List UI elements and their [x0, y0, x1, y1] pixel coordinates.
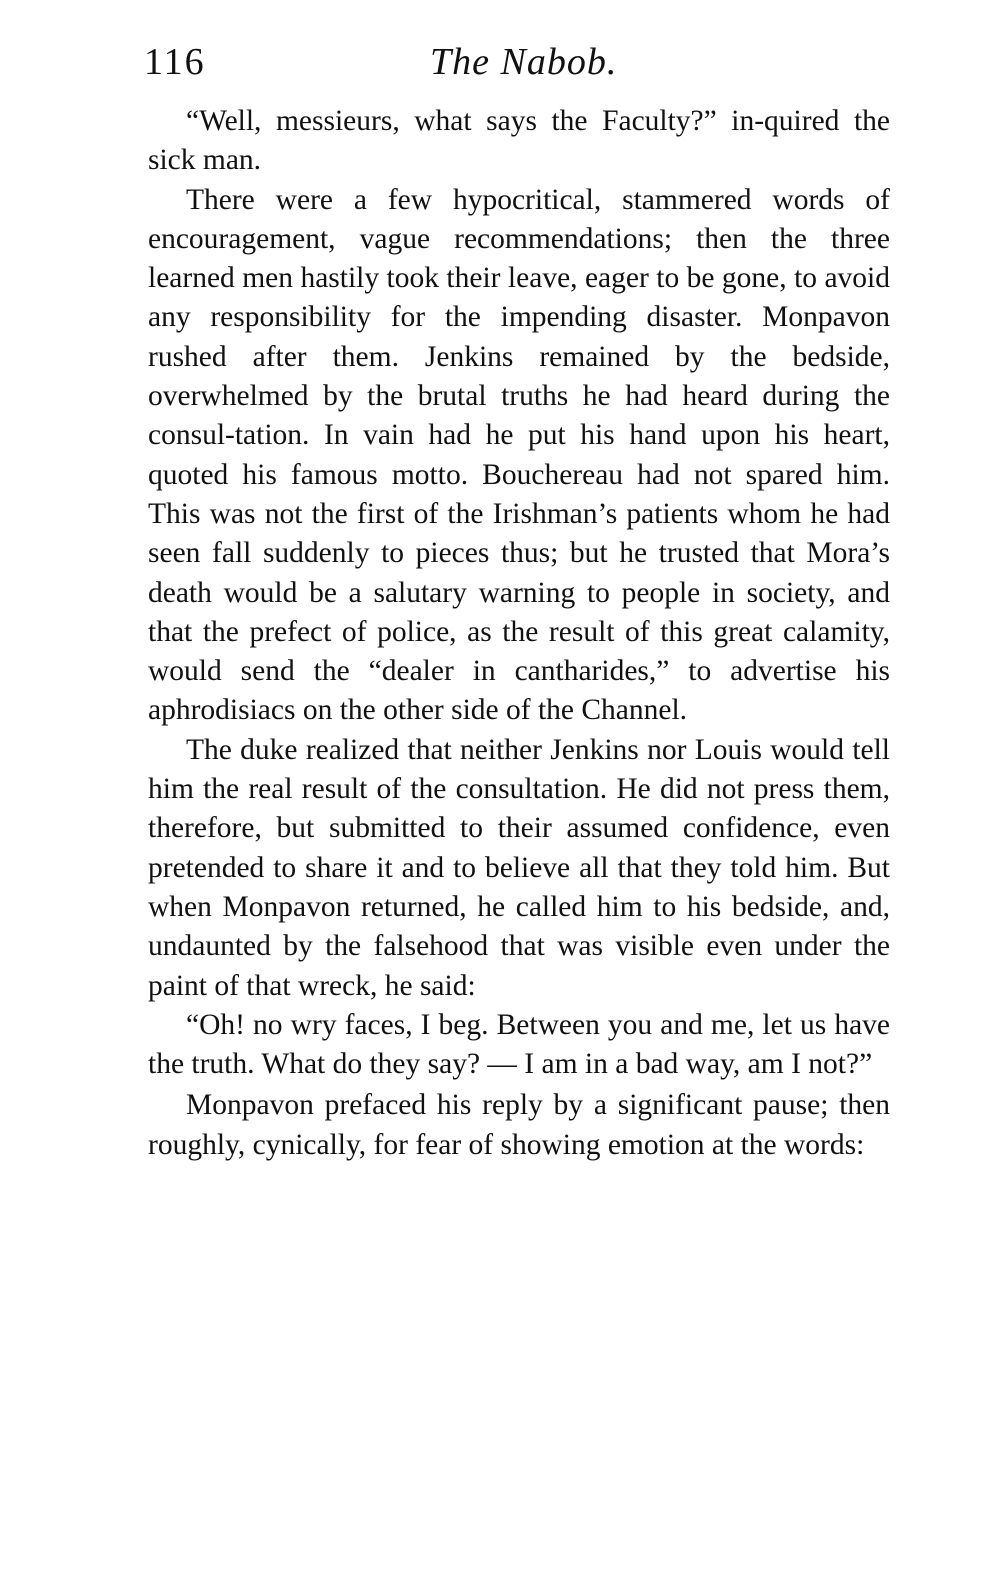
paragraph: “Oh! no wry faces, I beg. Between you and me, let us have the truth. What do they say? — I am in a bad way, am I not?”: [148, 1008, 890, 1081]
book-page: [144, 40, 890, 1165]
paragraph: There were a few hypocritical, stammered words of encouragement, vague recommendations; then the three learned men hastily took their leave, eager to be gone, to avoid any responsibility for the impending disaster. Monpavon rushed after them. Jenkins remained by the bedside, overwhelmed by the brutal truths he had heard during the consul-tation. In vain had he put his hand upon his heart, quoted his famous motto. Bouchereau had not spared him. This was not the first of the Irishman’s patients whom he had seen fall suddenly to pieces thus; but he trusted that Mora’s death would be a salutary warning to people in society, and that the prefect of police, as the result of this great calamity, would send the “dealer in cantharides,” to advertise his aphrodisiacs on the other side of the Channel.: [148, 183, 890, 727]
paragraph: The duke realized that neither Jenkins nor Louis would tell him the real result of the consultation. He did not press them, therefore, but submitted to their assumed confidence, even pretended to share it and to believe all that they told him. But when Monpavon returned, he called him to his bedside, and, undaunted by the falsehood that was visible even under the paint of that wreck, he said:: [148, 733, 890, 1002]
page-header: [144, 40, 890, 92]
page-number: 116: [144, 41, 206, 83]
body-text: [148, 102, 890, 1165]
paragraph: Monpavon prefaced his reply by a significant pause; then roughly, cynically, for fear of showing emotion at the words:: [148, 1089, 890, 1161]
paragraph: “Well, messieurs, what says the Faculty?” in-quired the sick man.: [148, 105, 890, 177]
running-title: The Nabob.: [430, 41, 618, 83]
